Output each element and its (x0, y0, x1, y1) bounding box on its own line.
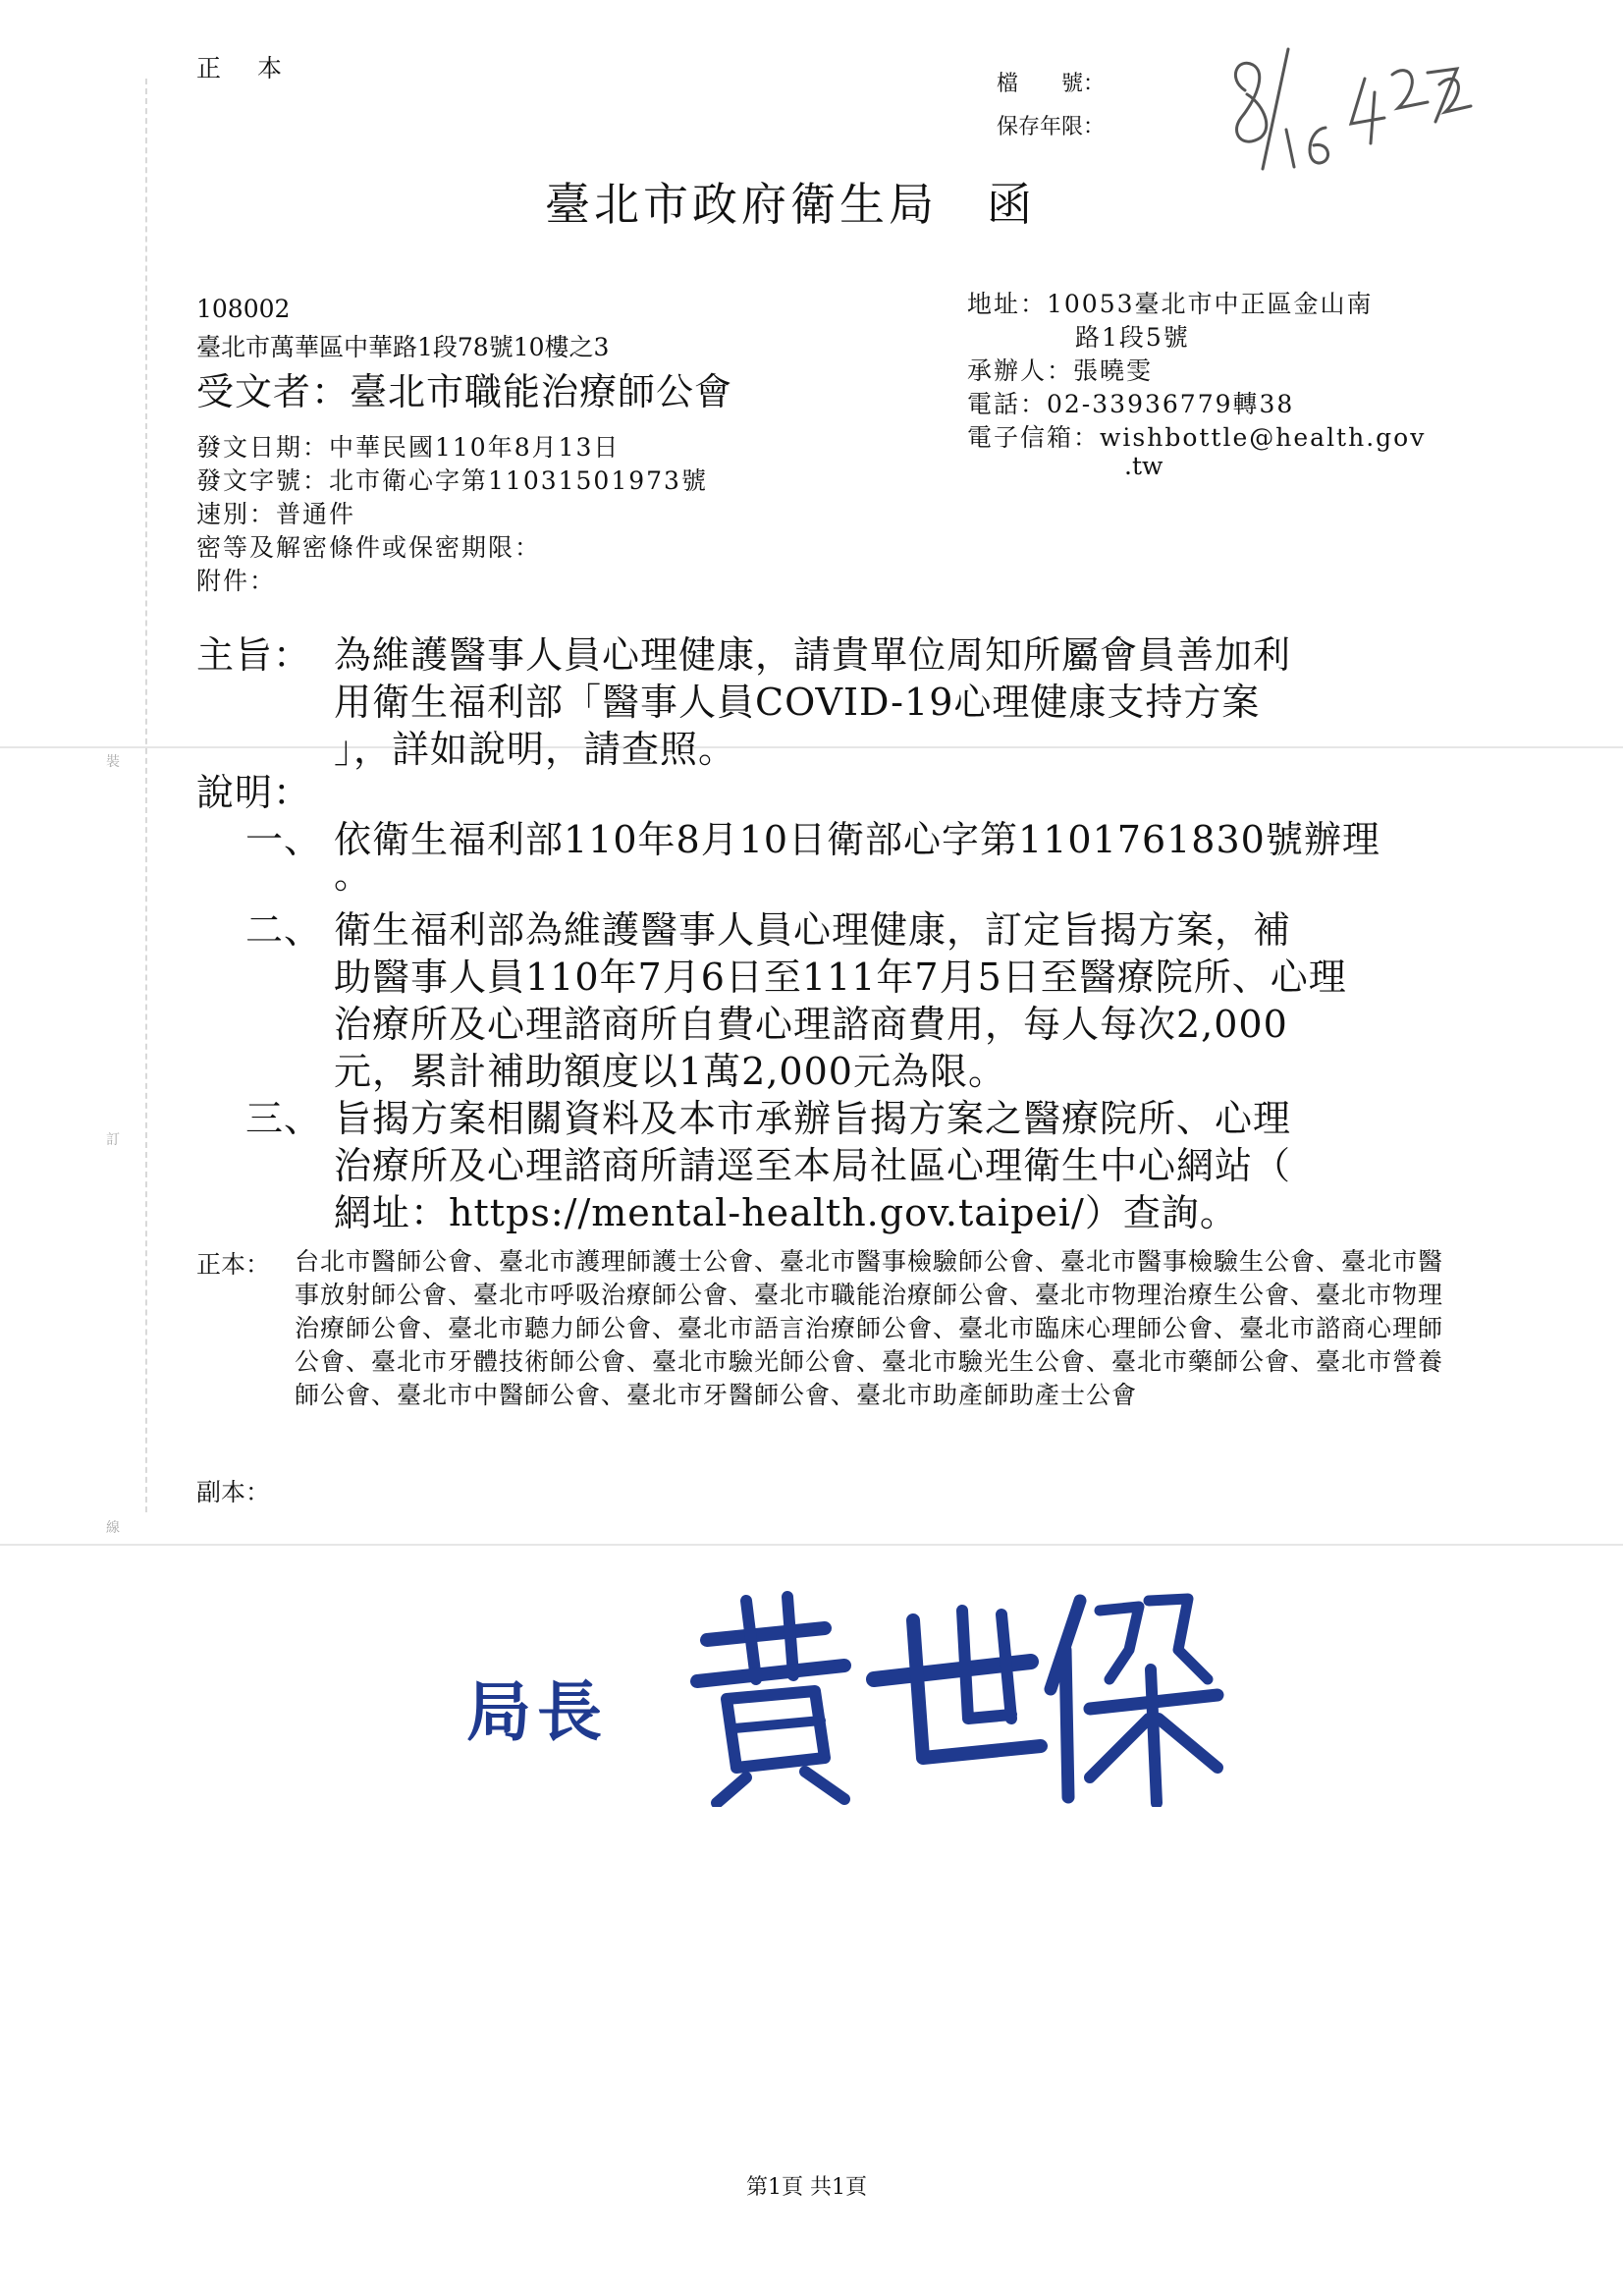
handler-email-line2: .tw (1124, 452, 1163, 480)
handler-phone: 電話：02-33936779轉38 (967, 390, 1295, 418)
explanation-item-1-line-1: 依衛生福利部110年8月10日衛部心字第1101761830號辦理 (334, 818, 1380, 861)
retention-label: 保存年限： (997, 115, 1106, 139)
binding-mark-zhuang: 裝 (106, 754, 120, 770)
explanation-item-3-number: 三、 (245, 1097, 323, 1140)
note-digit-8 (1235, 63, 1266, 141)
issue-date: 發文日期：中華民國110年8月13日 (196, 433, 621, 462)
postal-code: 108002 (196, 295, 291, 323)
explanation-item-3-line-3: 網址：https://mental-health.gov.taipei/）查詢。 (334, 1191, 1238, 1234)
subject-label: 主旨： (196, 633, 312, 677)
note-digit-2b (1439, 79, 1471, 112)
fold-line-lower (0, 1544, 1623, 1546)
recipient-address: 臺北市萬華區中華路1段78號10樓之3 (196, 333, 610, 361)
page-number: 第1頁 共1頁 (746, 2175, 867, 2200)
subject-line-3: 」，詳如說明，請查照。 (334, 728, 737, 771)
file-number-label: 檔 號： (997, 72, 1106, 96)
explanation-item-1-number: 一、 (245, 818, 323, 861)
explanation-item-2-number: 二、 (245, 908, 323, 952)
note-digit-1 (1286, 130, 1294, 167)
explanation-item-2-line-3: 治療所及心理諮商所自費心理諮商費用，每人每次2,000 (334, 1003, 1288, 1046)
sender-address-line2: 路1段5號 (1075, 323, 1190, 352)
main-recipients-list: 台北市醫師公會、臺北市護理師護士公會、臺北市醫事檢驗師公會、臺北市醫事檢驗生公會、臺北市醫事放射師公會、臺北市呼吸治療師公會、臺北市職能治療師公會、臺北市物理治療生公會、臺北市物理治療師公會、臺北市聽力師公會、臺北市語言治療師公會、臺北市臨床心理師公會、臺北市諮商心理師公會、臺北市牙體技術師公會、臺北市驗光師公會、臺北市驗光生公會、臺北市藥師公會、臺北市營養師公會、臺北市中醫師公會、臺北市牙醫師公會、臺北市助產師助產士公會 (295, 1247, 1444, 1409)
handwritten-note (1217, 39, 1473, 177)
signature-title: 局長 (466, 1673, 608, 1750)
delivery-speed: 速別：普通件 (196, 500, 356, 528)
explanation-item-2-line-1: 衛生福利部為維護醫事人員心理健康，訂定旨揭方案，補 (334, 908, 1292, 952)
explanation-item-2-line-4: 元，累計補助額度以1萬2,000元為限。 (334, 1050, 1006, 1093)
copy-recipients-label: 副本： (196, 1478, 271, 1506)
binding-mark-ding: 訂 (106, 1132, 120, 1148)
note-digit-6 (1310, 128, 1328, 163)
secrecy-level: 密等及解密條件或保密期限： (196, 533, 542, 562)
attachment-label: 附件： (196, 567, 277, 595)
explanation-item-3-line-2: 治療所及心理諮商所請逕至本局社區心理衛生中心網站（ (334, 1144, 1292, 1187)
subject-line-1: 為維護醫事人員心理健康，請貴單位周知所屬會員善加利 (334, 633, 1292, 677)
document-title: 臺北市政府衛生局 函 (545, 178, 1036, 231)
sender-address-line1: 地址：10053臺北市中正區金山南 (967, 290, 1374, 318)
explanation-item-1-line-2: 。 (334, 853, 373, 897)
main-recipients-label: 正本： (196, 1250, 271, 1279)
fold-line-upper (0, 746, 1623, 748)
note-digit-2 (1392, 71, 1428, 108)
explanation-label: 說明： (196, 771, 312, 814)
copy-type-label: 正 本 (196, 54, 289, 82)
handler-name: 承辦人：張曉雯 (967, 356, 1154, 385)
handler-email-line1: 電子信箱：wishbottle@health.gov (967, 423, 1427, 452)
binding-line (145, 79, 147, 1512)
signature-name (677, 1571, 1227, 1807)
note-digit-4 (1351, 79, 1384, 143)
note-slash (1263, 49, 1288, 169)
binding-mark-xian: 線 (106, 1520, 120, 1536)
document-number: 發文字號：北市衛心字第11031501973號 (196, 466, 708, 495)
explanation-item-2-line-2: 助醫事人員110年7月6日至111年7月5日至醫療院所、心理 (334, 956, 1347, 999)
explanation-item-3-line-1: 旨揭方案相關資料及本市承辦旨揭方案之醫療院所、心理 (334, 1097, 1292, 1140)
subject-line-2: 用衛生福利部「醫事人員COVID-19心理健康支持方案 (334, 681, 1261, 724)
recipient-name: 受文者：臺北市職能治療師公會 (196, 370, 733, 413)
